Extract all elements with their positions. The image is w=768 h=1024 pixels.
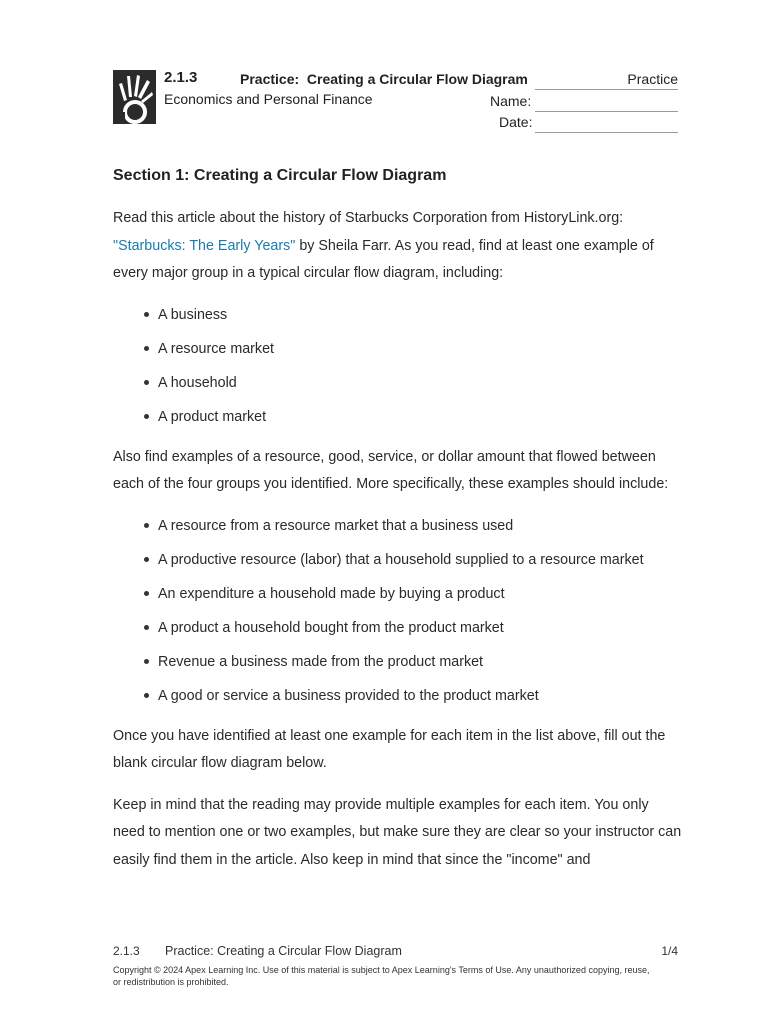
name-field[interactable] [535,111,678,112]
groups-list [113,298,683,434]
date-field[interactable] [535,132,678,133]
document-type: Practice [627,71,678,87]
list-item: A good or service a business provided to the product market [158,679,683,713]
document-body [113,164,683,884]
intro-text: Read this article about the history of Starbucks Corporation from HistoryLink.org: [113,210,624,226]
footer-lesson-number: 2.1.3 [113,944,140,958]
list-item: Revenue a business made from the product market [158,645,683,679]
page-number: 1/4 [661,944,678,958]
date-label: Date: [499,114,533,130]
list-item: A business [158,298,683,332]
list-item: A product a household bought from the product market [158,611,683,645]
document-header [113,68,678,136]
list-item: A resource from a resource market that a business used [158,509,683,543]
header-rule [535,89,678,90]
document-title: Practice: Creating a Circular Flow Diagram [240,71,528,87]
intro-paragraph [113,205,683,288]
instructions-paragraph: Once you have identified at least one example for each item in the list above, fill out the blank circular flow diagram below. [113,727,666,771]
footer-title: Practice: Creating a Circular Flow Diagram [165,944,402,958]
examples-list [113,509,683,713]
name-label: Name: [490,93,532,109]
apex-logo-icon [113,70,156,124]
list-item: An expenditure a household made by buying a product [158,577,683,611]
list-item: A product market [158,400,683,434]
list-item: A household [158,366,683,400]
intro-text-continued: by Sheila Farr. As you read, find at least one example of every major group in a typical circular flow diagram, including: [113,237,654,281]
course-name: Economics and Personal Finance [164,91,373,107]
examples-paragraph: Also find examples of a resource, good, service, or dollar amount that flowed between each of the four groups you identified. More specifically, these examples should include: [113,448,669,492]
list-item: A resource market [158,332,683,366]
section-heading: Section 1: Creating a Circular Flow Diagram [113,167,447,184]
list-item: A productive resource (labor) that a household supplied to a resource market [158,543,683,577]
copyright-notice: Copyright © 2024 Apex Learning Inc. Use of this material is subject to Apex Learning's Terms of Use. Any unauthorized copying, reuse, or redistribution is prohibited. [113,965,650,987]
lesson-number: 2.1.3 [164,69,198,86]
reminder-paragraph: Keep in mind that the reading may provide multiple examples for each item. You only need to mention one or two examples, but make sure they are clear so your instructor can easily find them in the article. Also keep in mind that since the "income" and [113,796,682,868]
article-link[interactable]: "Starbucks: The Early Years" [113,237,296,254]
